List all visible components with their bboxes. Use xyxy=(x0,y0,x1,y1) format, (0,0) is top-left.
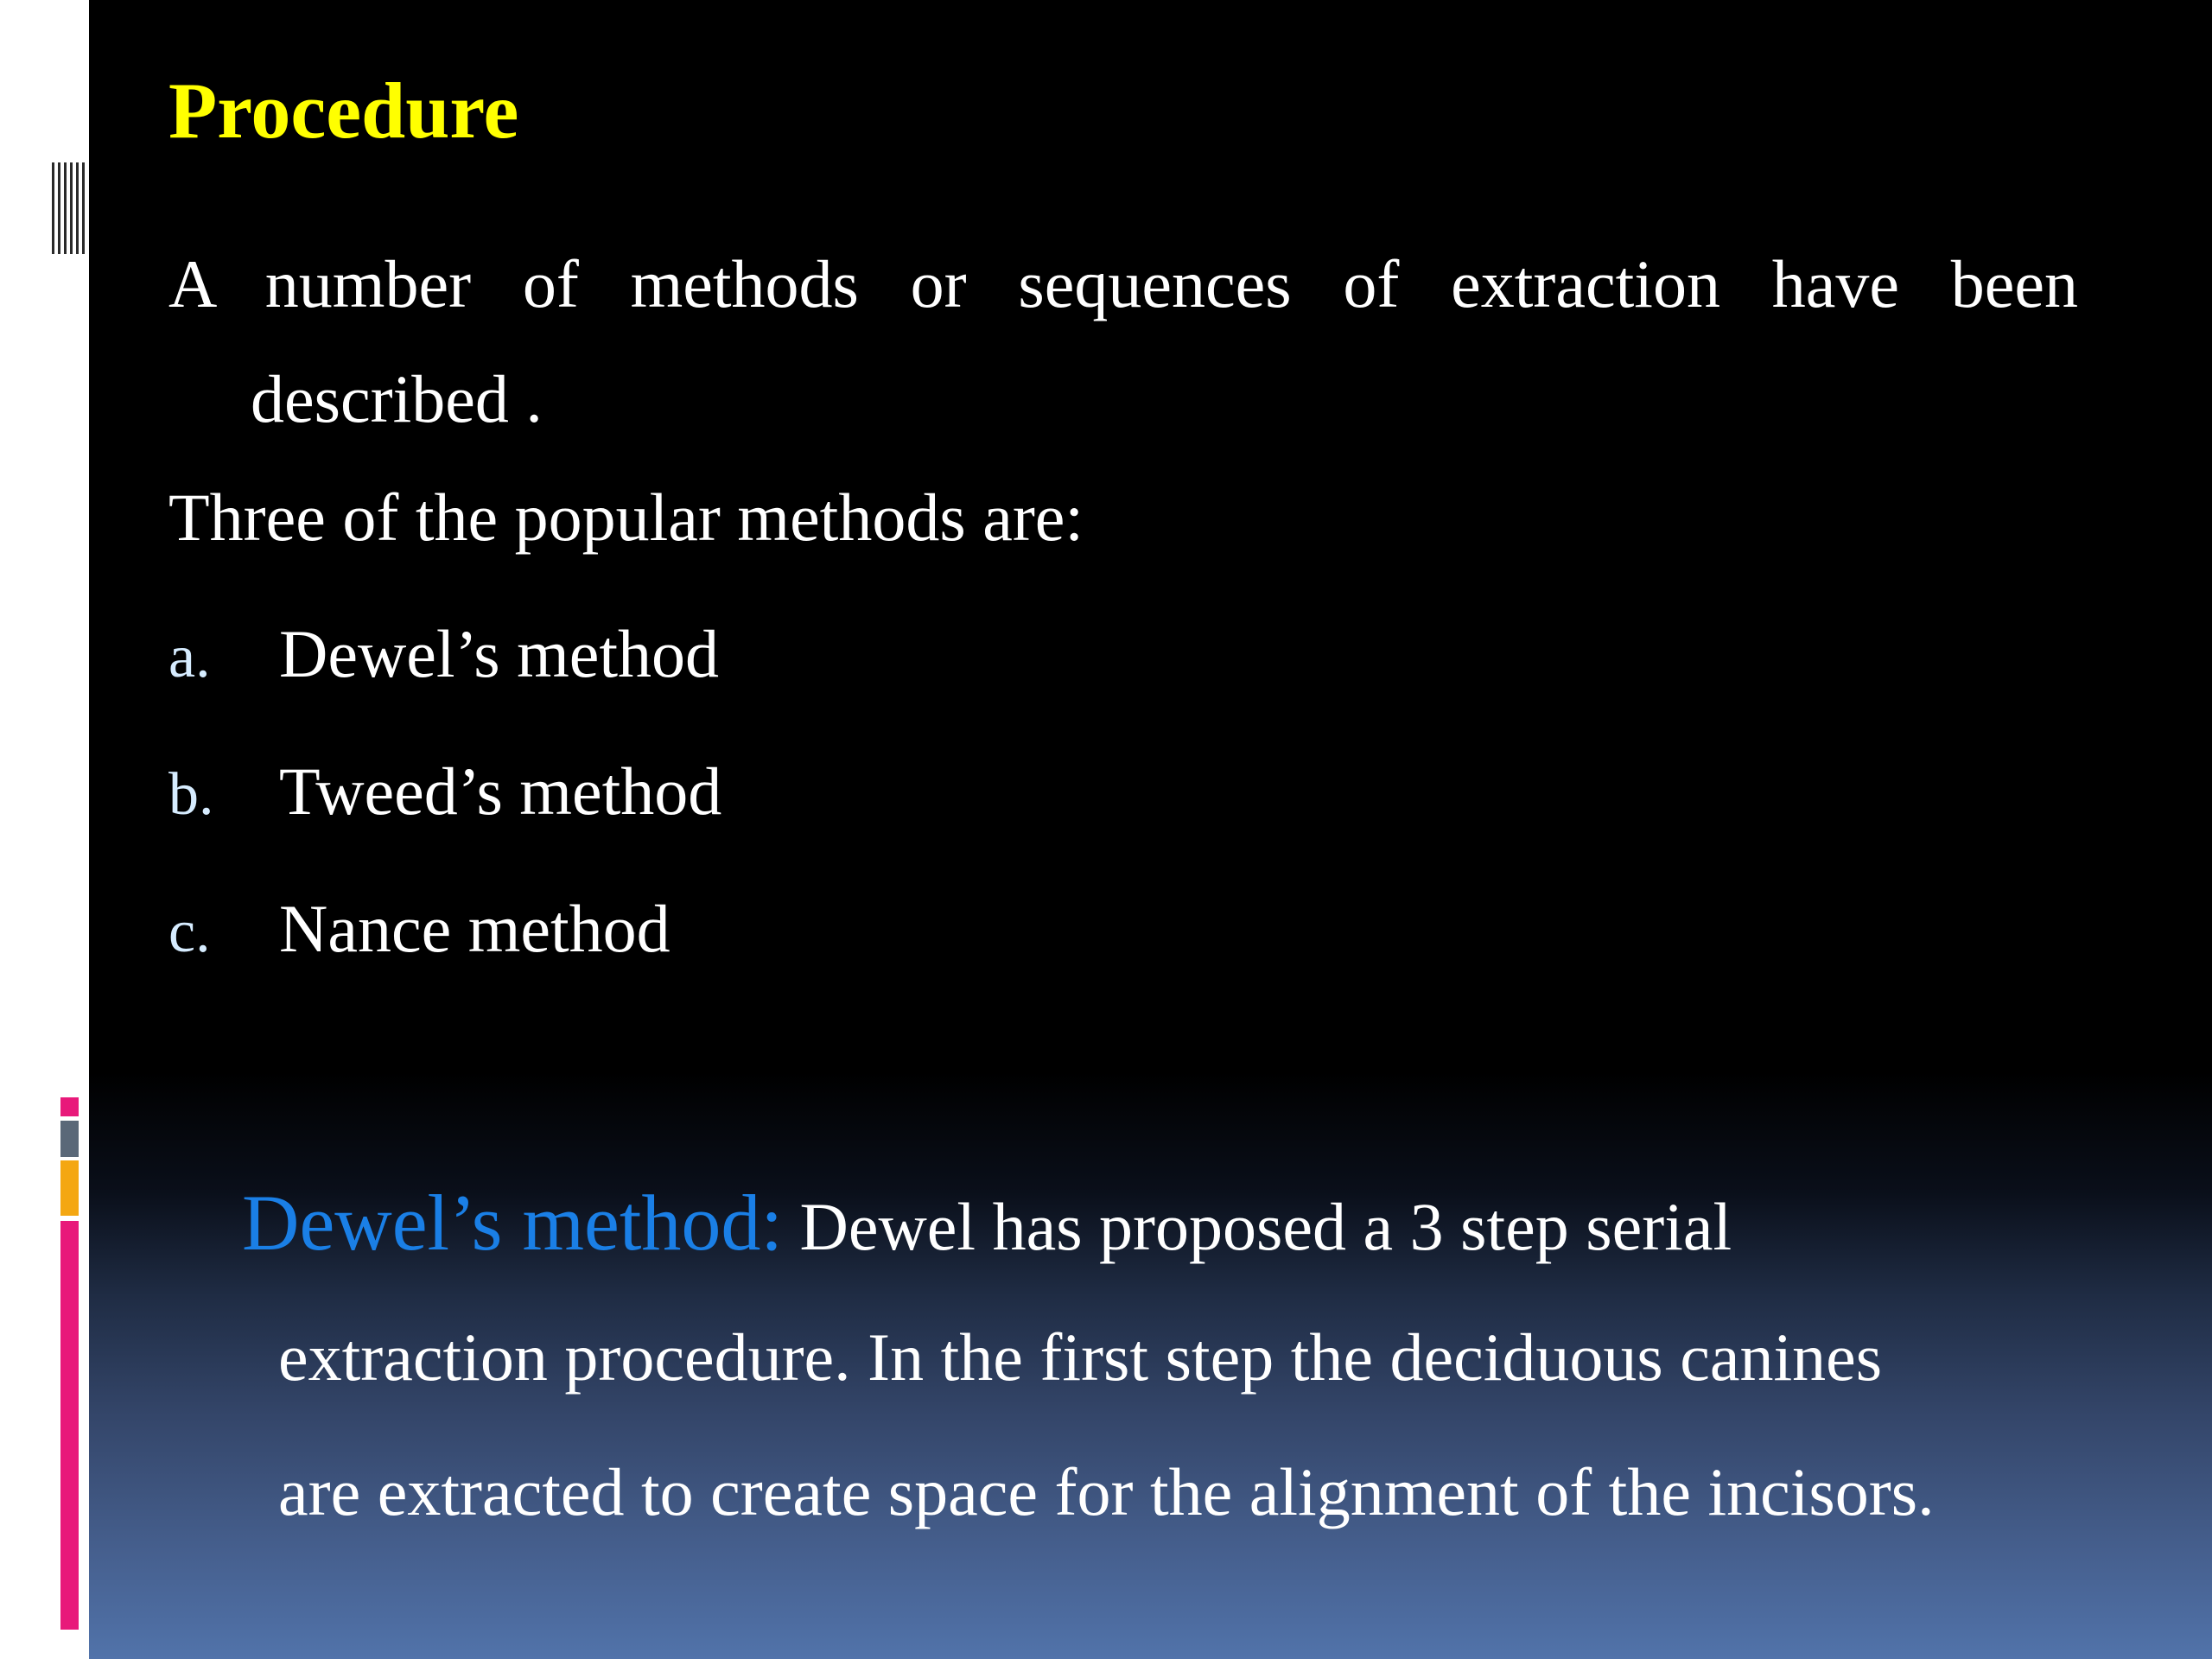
accent-bar-pink xyxy=(60,1221,79,1630)
list-item-text: Dewel’s method xyxy=(279,616,720,691)
dewel-line-2: extraction procedure. In the first step the deciduous canines xyxy=(278,1319,1883,1395)
list-item-text: Nance method xyxy=(279,891,671,966)
intro-paragraph xyxy=(168,226,2078,456)
intro-line-2: described . xyxy=(251,361,543,436)
list-marker: b. xyxy=(168,761,214,828)
decorative-lines xyxy=(52,162,88,254)
dewel-line-3: are extracted to create space for the alignment of the incisors. xyxy=(278,1454,1935,1529)
accent-bar-orange xyxy=(60,1160,79,1216)
slide-title: Procedure xyxy=(168,67,519,155)
dewel-text-1: Dewel has proposed a 3 step serial xyxy=(783,1189,1732,1264)
methods-intro: Three of the popular methods are: xyxy=(168,480,1084,555)
dewel-description xyxy=(242,1175,2143,1580)
list-item xyxy=(168,613,721,751)
accent-bar-gray xyxy=(60,1121,79,1157)
list-item-text: Tweed’s method xyxy=(279,753,722,829)
accent-bar-pink-top xyxy=(60,1097,79,1116)
intro-line-1: A number of methods or sequences of extraction have been xyxy=(168,246,2078,321)
list-item xyxy=(168,888,721,1026)
dewel-line-1 xyxy=(242,1175,2143,1310)
dewel-label: Dewel’s method: xyxy=(242,1179,783,1267)
methods-list xyxy=(168,613,721,1026)
list-item xyxy=(168,751,721,888)
list-marker: c. xyxy=(168,899,211,965)
list-marker: a. xyxy=(168,624,211,690)
